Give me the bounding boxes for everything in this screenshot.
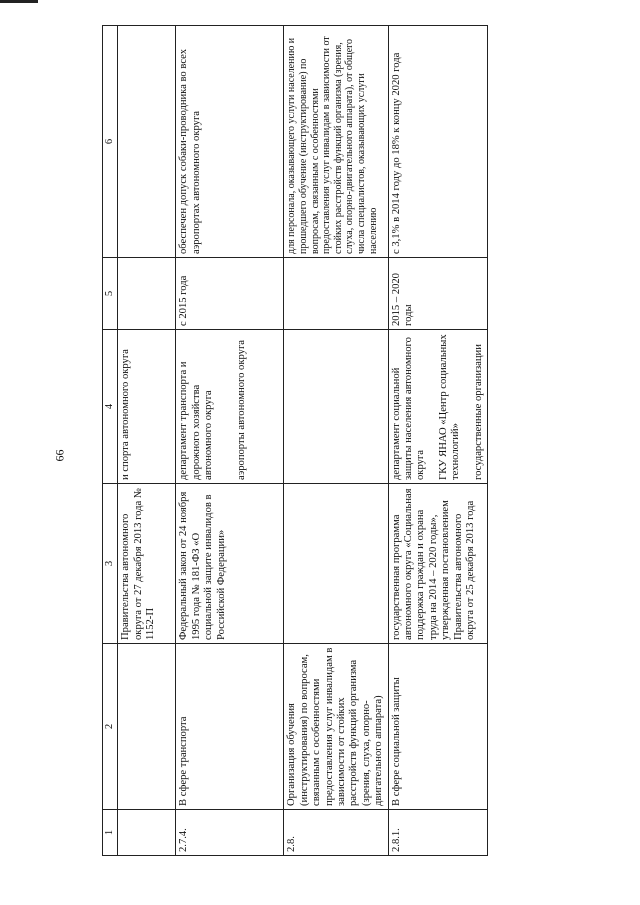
cell-measure: В сфере транспорта bbox=[176, 644, 284, 810]
table-row bbox=[284, 26, 388, 856]
cell-basis: Федеральный закон от 24 ноября 1995 года № 181-ФЗ «О социальной защите инвалидов в Российской Федерации» bbox=[176, 484, 284, 644]
cell-number: 2.7.4. bbox=[176, 810, 284, 856]
cell-result bbox=[118, 26, 176, 258]
measures-table bbox=[102, 25, 488, 856]
cell-measure bbox=[118, 644, 176, 810]
executor-tertiary: государственные организации bbox=[472, 344, 484, 480]
cell-basis bbox=[284, 484, 388, 644]
cell-number: 2.8. bbox=[284, 810, 388, 856]
table-row bbox=[118, 26, 176, 856]
cell-executor bbox=[176, 330, 284, 484]
table-row bbox=[176, 26, 284, 856]
header-col-5: 5 bbox=[103, 258, 118, 330]
executor-secondary: ГКУ ЯНАО «Центр социальных технологий» bbox=[437, 334, 462, 480]
cell-result: с 3,1% в 2014 году до 18% к концу 2020 года bbox=[388, 26, 487, 258]
cell-executor bbox=[388, 330, 487, 484]
header-row bbox=[103, 26, 118, 856]
cell-executor: и спорта автономного округа bbox=[118, 330, 176, 484]
executor-primary: департамент транспорта и дорожного хозяйства автономного округа bbox=[178, 361, 215, 480]
cell-measure: Организация обучения (инструктирования) по вопросам, связанным с особенностями предоставления услуг инвалидам в зависимости от стойких расстройств функций организма (зрения, слуха, опорно-двигательного аппарата) bbox=[284, 644, 388, 810]
header-col-1: 1 bbox=[103, 810, 118, 856]
header-col-4: 4 bbox=[103, 330, 118, 484]
executor-primary: департамент социальной защиты населения автономного округа bbox=[390, 337, 427, 480]
executor-secondary: аэропорты автономного округа bbox=[235, 340, 247, 480]
cell-basis: Правительства автономного округа от 27 декабря 2013 года № 1152-П bbox=[118, 484, 176, 644]
cell-number: 2.8.1. bbox=[388, 810, 487, 856]
header-col-3: 3 bbox=[103, 484, 118, 644]
header-col-2: 2 bbox=[103, 644, 118, 810]
cell-number bbox=[118, 810, 176, 856]
cell-term: с 2015 года bbox=[176, 258, 284, 330]
cell-executor bbox=[284, 330, 388, 484]
cell-term bbox=[284, 258, 388, 330]
top-edge-mark bbox=[0, 0, 38, 3]
rotated-table-wrapper bbox=[102, 26, 484, 856]
page-number: 66 bbox=[52, 449, 67, 462]
cell-result: для персонала, оказывающего услуги населению и прошедшего обучение (инструктирование) по вопросам, связанным с особенностями предоставления услуг инвалидам в зависимости от стойких расстройств функций организма (зрения, слуха, опорно-двигательного аппарата), от общего числа специалистов, оказывающих услуги населению bbox=[284, 26, 388, 258]
cell-result: обеспечен допуск собаки-проводника во всех аэропортах автономного округа bbox=[176, 26, 284, 258]
header-col-6: 6 bbox=[103, 26, 118, 258]
cell-measure: В сфере социальной защиты bbox=[388, 644, 487, 810]
cell-term: 2015 – 2020 годы bbox=[388, 258, 487, 330]
cell-basis: государственная программа автономного округа «Социальная поддержка граждан и охрана труда на 2014 – 2020 годы», утвержденная постановлением Правительства автономного округа от 25 декабря 2013 года bbox=[388, 484, 487, 644]
cell-term bbox=[118, 258, 176, 330]
table-row bbox=[388, 26, 487, 856]
